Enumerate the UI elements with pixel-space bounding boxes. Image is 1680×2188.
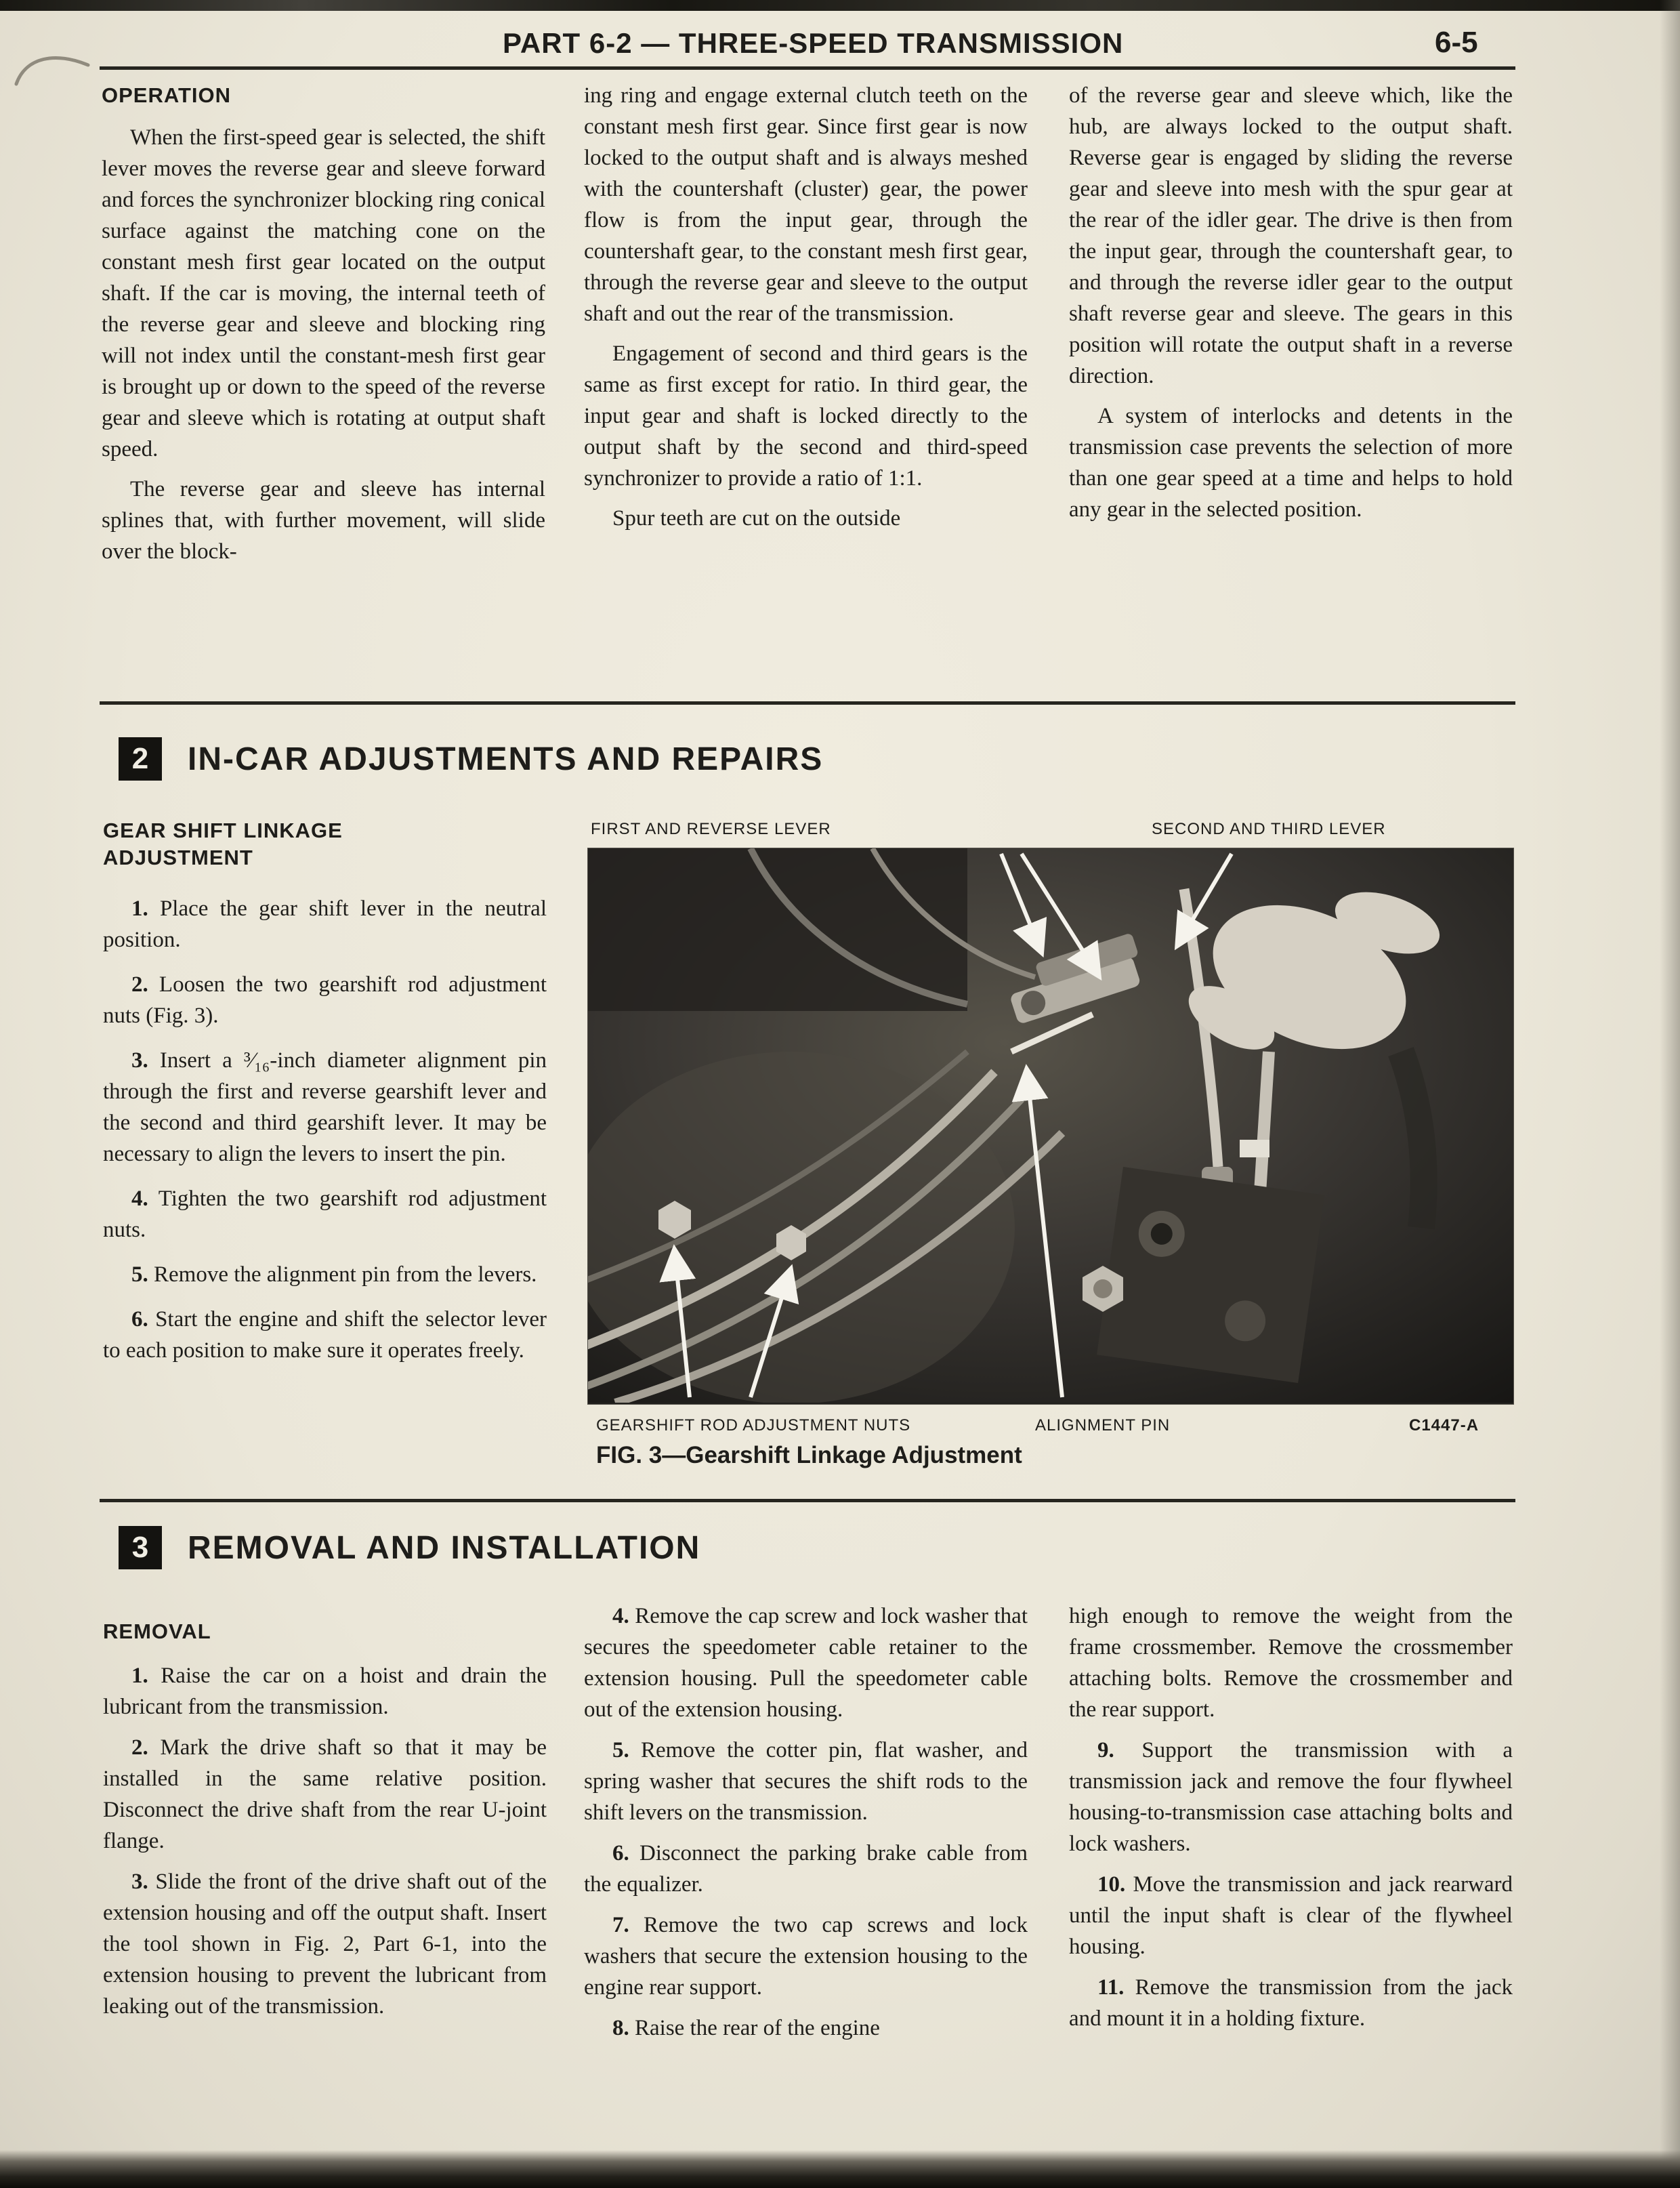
step	[1069, 1735, 1513, 1859]
adjustment-steps	[103, 893, 547, 1380]
step-text: Remove the cotter pin, flat washer, and spring washer that secures the shift rods to the shift levers on the transmission.	[584, 1738, 1028, 1825]
step-text: Loosen the two gearshift rod adjustment nuts (Fig. 3).	[103, 972, 547, 1028]
figure-label-alignment-pin: ALIGNMENT PIN	[1035, 1416, 1171, 1434]
step-text: Raise the rear of the engine	[635, 2016, 880, 2040]
operation-column-1	[102, 80, 545, 576]
step	[103, 1732, 547, 1857]
paragraph: A system of interlocks and detents in the transmission case prevents the selection of more than one gear speed at a time and helps to hold any gear in the selected position.	[1069, 404, 1513, 522]
step-text: Move the transmission and jack rearward until the input shaft is clear of the flywheel housing.	[1069, 1872, 1513, 1959]
removal-column-3	[1069, 1601, 1513, 2044]
step	[103, 893, 547, 955]
paragraph: The reverse gear and sleeve has internal splines that, with further movement, will slide over the block-	[102, 477, 545, 564]
scan-artifact-bottom	[0, 2150, 1680, 2188]
step-text: Support the transmission with a transmission jack and remove the four flywheel housing-to-transmission case attaching bolts and lock washers.	[1069, 1738, 1513, 1856]
step-text: Start the engine and shift the selector lever to each position to make sure it operates freely.	[103, 1307, 547, 1363]
figure-label-adjustment-nuts: GEARSHIFT ROD ADJUSTMENT NUTS	[596, 1416, 911, 1434]
step	[103, 1045, 547, 1170]
gear-shift-linkage-heading-line-1: GEAR SHIFT LINKAGE	[103, 819, 343, 842]
step	[584, 1910, 1028, 2003]
removal-heading: REMOVAL	[103, 1619, 211, 1643]
header-rule	[100, 66, 1515, 70]
removal-column-2	[584, 1601, 1028, 2053]
step	[1069, 1869, 1513, 1962]
step-number: 2.	[131, 1735, 148, 1760]
section-2-header	[119, 737, 823, 781]
step-text: Remove the transmission from the jack and mount it in a holding fixture.	[1069, 1975, 1513, 2031]
step	[103, 1660, 547, 1722]
step	[103, 1183, 547, 1245]
figure-photo-art	[588, 848, 1513, 1403]
step	[584, 1601, 1028, 1725]
step-number: 7.	[612, 1913, 629, 1937]
section-divider	[100, 701, 1515, 705]
step-number: 3.	[131, 1048, 148, 1073]
gear-shift-linkage-heading-line-2: ADJUSTMENT	[103, 846, 253, 869]
paragraph: When the first-speed gear is selected, the shift lever moves the reverse gear and sleeve forward and forces the synchronizer blocking ring conical surface against the matching cone on the constant mesh first gear located on the output shaft. If the car is moving, the internal teeth of the reverse gear and sleeve and blocking ring will not index until the constant-mesh first gear is brought up or down to the speed of the reverse gear and sleeve which is rotating at output shaft speed.	[102, 125, 545, 461]
pen-mark	[12, 45, 93, 92]
step-text: Remove the cap screw and lock washer that secures the speedometer cable retainer to the extension housing. Pull the speedometer cable out of the extension housing.	[584, 1604, 1028, 1722]
step	[103, 1866, 547, 2022]
step-number: 5.	[612, 1738, 629, 1762]
step-number: 3.	[131, 1870, 148, 1894]
step	[584, 1735, 1028, 1828]
step	[103, 969, 547, 1031]
page-title: PART 6-2 — THREE-SPEED TRANSMISSION	[503, 27, 1124, 59]
gear-shift-linkage-heading	[103, 817, 343, 871]
step-text: Remove the two cap screws and lock washers that secure the extension housing to the engine rear support.	[584, 1913, 1028, 2000]
step-number: 2.	[131, 972, 148, 997]
step-number: 5.	[131, 1262, 148, 1287]
step-text: Place the gear shift lever in the neutral position.	[103, 896, 547, 952]
step-text: Slide the front of the drive shaft out of the extension housing and off the output shaft. Insert the tool shown in Fig. 2, Part 6-1, into the extension housing to prevent the lubricant from leaking out of the transmission.	[103, 1870, 547, 2019]
step-number: 10.	[1097, 1872, 1126, 1897]
scan-artifact-top	[0, 0, 1680, 11]
paragraph: of the reverse gear and sleeve which, like the hub, are always locked to the output shaft. Reverse gear is engaged by sliding the reverse gear and sleeve into mesh with the spur gear at the rear of the idler gear. The drive is then from the input gear, through the countershaft gear, to and through the reverse idler gear to the output shaft reverse gear and sleeve. The gears in this position will rotate the output shaft in a reverse direction.	[1069, 83, 1513, 388]
page-number: 6-5	[1435, 26, 1478, 59]
paragraph: high enough to remove the weight from the frame crossmember. Remove the crossmember attaching bolts. Remove the crossmember and the rear support.	[1069, 1604, 1513, 1722]
figure-label-second-third-lever: SECOND AND THIRD LEVER	[1152, 820, 1386, 838]
figure-photo	[588, 848, 1513, 1404]
operation-heading: OPERATION	[102, 83, 231, 107]
section-2-number: 2	[119, 737, 162, 781]
section-divider	[100, 1499, 1515, 1502]
step-number: 1.	[131, 896, 148, 921]
figure-label-first-reverse-lever: FIRST AND REVERSE LEVER	[591, 820, 831, 838]
step	[584, 2012, 1028, 2044]
scan-shadow-right	[1660, 0, 1680, 2188]
section-2-title: IN-CAR ADJUSTMENTS AND REPAIRS	[188, 741, 824, 777]
step-text: Disconnect the parking brake cable from the equalizer.	[584, 1841, 1028, 1897]
section-3-number: 3	[119, 1526, 162, 1569]
step-number: 4.	[612, 1604, 629, 1628]
removal-column-1	[103, 1660, 547, 2031]
operation-column-2	[584, 80, 1028, 543]
paragraph: ing ring and engage external clutch teeth on the constant mesh first gear. Since first gear is now locked to the output shaft and is always meshed with the countershaft (cluster) gear, the power flow is from the input gear, through the countershaft gear, to the constant mesh first gear, through the reverse gear and sleeve to the output shaft and out the rear of the transmission.	[584, 83, 1028, 326]
step-text: Raise the car on a hoist and drain the lubricant from the transmission.	[103, 1664, 547, 1719]
paragraph: Spur teeth are cut on the outside	[612, 506, 901, 531]
step-number: 4.	[131, 1186, 148, 1211]
step	[103, 1304, 547, 1366]
paragraph: Engagement of second and third gears is the same as first except for ratio. In third gear, the input gear and shaft is locked directly to the output shaft by the second and third-speed synchronizer to provide a ratio of 1:1.	[584, 342, 1028, 491]
step-text: Insert a ³⁄₁₆-inch diameter alignment pin through the first and reverse gearshift lever and the second and third gearshift lever. It may be necessary to align the levers to insert the pin.	[103, 1048, 547, 1166]
step-number: 8.	[612, 2016, 629, 2040]
operation-column-3	[1069, 80, 1513, 534]
step	[584, 1838, 1028, 1900]
step-number: 6.	[131, 1307, 148, 1332]
figure-caption: FIG. 3—Gearshift Linkage Adjustment	[596, 1442, 1022, 1468]
step-number: 9.	[1097, 1738, 1114, 1762]
step	[1069, 1972, 1513, 2034]
step-number: 1.	[131, 1664, 148, 1688]
step-text: Tighten the two gearshift rod adjustment nuts.	[103, 1186, 547, 1242]
step-text: Mark the drive shaft so that it may be installed in the same relative position. Disconnect the drive shaft from the rear U-joint flange.	[103, 1735, 547, 1853]
step-text: Remove the alignment pin from the levers.	[154, 1262, 537, 1287]
step-number: 11.	[1097, 1975, 1125, 2000]
section-3-title: REMOVAL AND INSTALLATION	[188, 1529, 701, 1566]
step	[103, 1259, 547, 1290]
step-number: 6.	[612, 1841, 629, 1865]
figure-code: C1447-A	[1409, 1416, 1479, 1434]
section-3-header	[119, 1526, 700, 1569]
